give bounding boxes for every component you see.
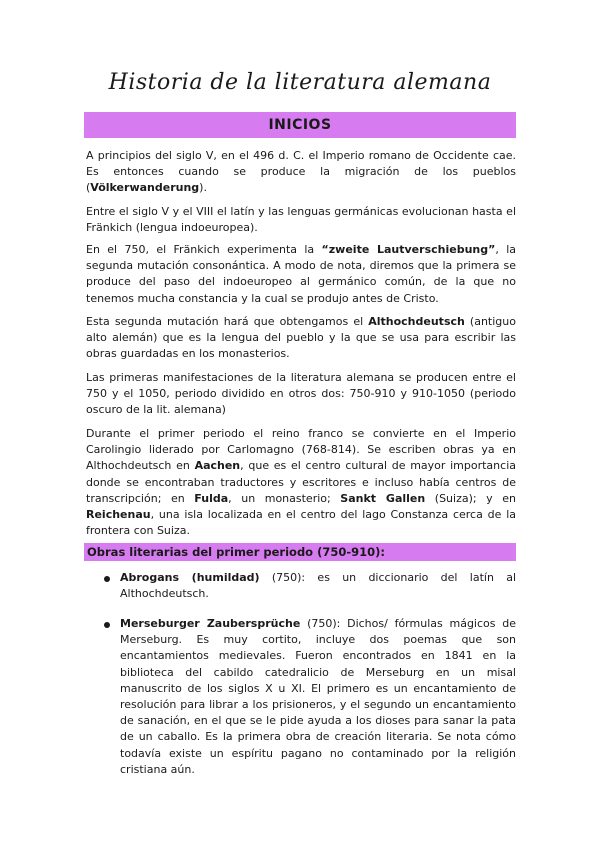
bullet-item-1: Abrogans (humildad) (750): es un diccionario del latín al Althochdeutsch. (120, 571, 516, 601)
paragraph-1: A principios del siglo V, en el 496 d. C. el Imperio romano de Occidente cae. Es entonces cuando se produce la migración de los pueblos (Völkerwanderung). (86, 149, 516, 195)
paragraph-5: Las primeras manifestaciones de la literatura alemana se producen entre el 750 y el 1050, periodo dividido en otros dos: 750-910 y 910-1050 (periodo oscuro de la lit. alemana) (86, 371, 516, 417)
subsection-heading: Obras literarias del primer periodo (750-910): (84, 543, 516, 561)
document-title: Historia de la literatura alemana (108, 70, 492, 95)
paragraph-4: Esta segunda mutación hará que obtengamos el Althochdeutsch (antiguo alto alemán) que es la lengua del pueblo y la que se usa para escribir las obras guardadas en los monasterios. (86, 315, 516, 361)
paragraph-2: Entre el siglo V y el VIII el latín y las lenguas germánicas evolucionan hasta el Fränkich (lengua indoeuropea). (86, 205, 516, 235)
bullet-item-2: Merseburger Zaubersprüche (750): Dichos/ fórmulas mágicos de Merseburg. Es muy cortito, incluye dos poemas que son encantamientos medievales. Fueron encontrados en 1841 en la biblioteca del cabildo catedralicio de Merseburg en un misal manuscrito de los siglos X u XI. El primero es un encantamiento de resolución para librar a los prisioneros, y el segundo un encantamiento de sanación, en el que se le pide ayuda a los dioses para sanar la pata de un caballo. Es la primera obra de creación literaria. Se nota cómo todavía existe un espíritu pagano no contaminado por la religión cristiana aún. (120, 617, 516, 776)
section-heading: INICIOS (84, 112, 516, 138)
bullet-icon (104, 576, 110, 582)
paragraph-6: Durante el primer periodo el reino franco se convierte en el Imperio Carolingio liderado por Carlomagno (768-814). Se escriben obras ya en Althochdeutsch en Aachen, que es el centro cultural de mayor importancia donde se encontraban traductores y escritores e incluso había centros de transcripción; en Fulda, un monasterio; Sankt Gallen (Suiza); y en Reichenau, una isla localizada en el centro del lago Constanza cerca de la frontera con Suiza. (86, 427, 516, 538)
bullet-icon (104, 622, 110, 628)
paragraph-3: En el 750, el Fränkich experimenta la “zweite Lautverschiebung”, la segunda mutación consonántica. A modo de nota, diremos que la primera se produce del paso del indoeuropeo al germánico común, de la que no tenemos mucha constancia y la cual se produjo antes de Cristo. (86, 243, 517, 305)
